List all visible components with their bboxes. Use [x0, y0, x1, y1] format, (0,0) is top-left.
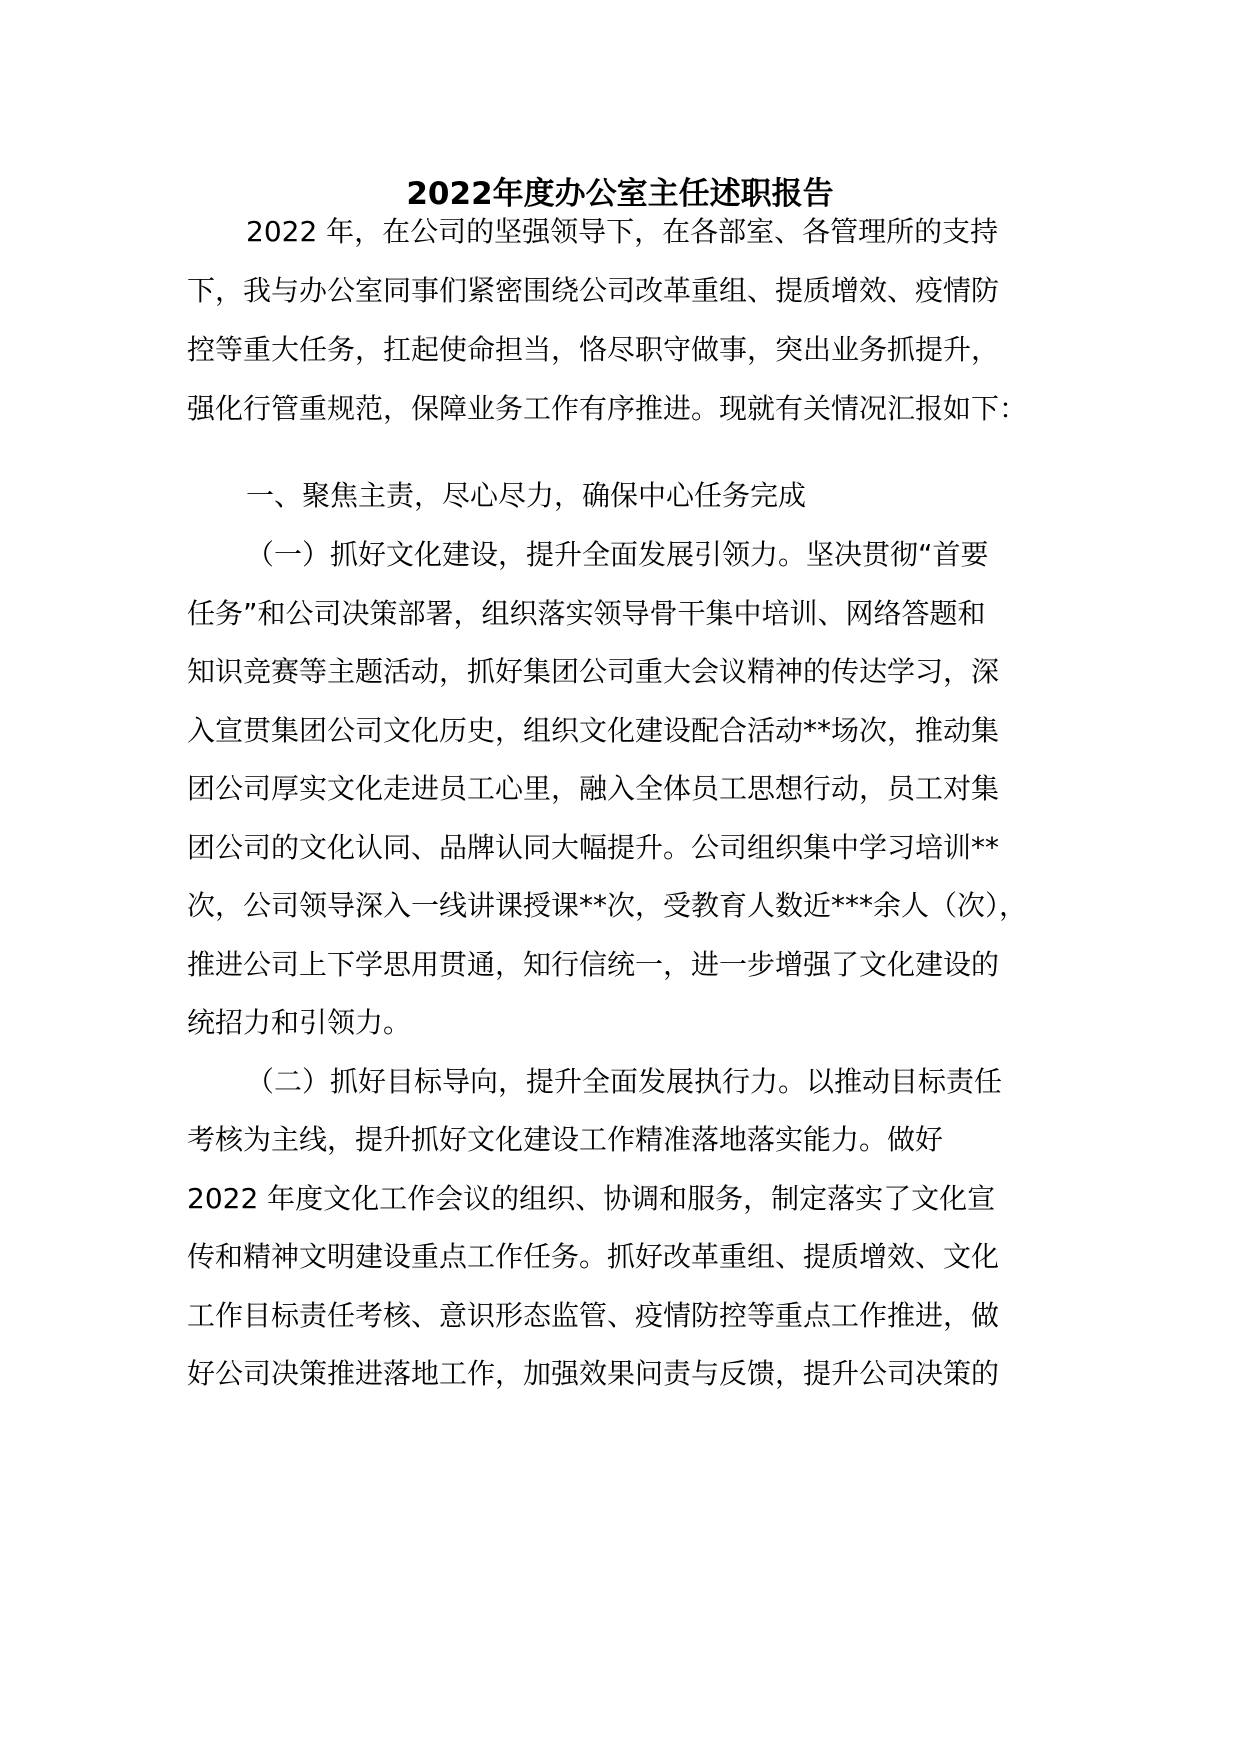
paragraph-line: 任务”和公司决策部署，组织落实领导骨干集中培训、网络答题和	[187, 597, 986, 630]
paragraph-line: 2022 年度文化工作会议的组织、协调和服务，制定落实了文化宣	[187, 1182, 996, 1215]
paragraph-line: 次，公司领导深入一线讲课授课**次，受教育人数近***余人（次），	[187, 889, 1028, 922]
paragraph-line: 控等重大任务，扛起使命担当，恪尽职守做事，突出业务抓提升，	[187, 333, 1000, 366]
paragraph-line: 知识竞赛等主题活动，抓好集团公司重大会议精神的传达学习，深	[187, 655, 1000, 688]
paragraph-line: 传和精神文明建设重点工作任务。抓好改革重组、提质增效、文化	[187, 1240, 1000, 1273]
paragraph-line: 下，我与办公室同事们紧密围绕公司改革重组、提质增效、疫情防	[187, 274, 1000, 307]
paragraph-line: 2022 年，在公司的坚强领导下，在各部室、各管理所的支持	[246, 215, 999, 248]
paragraph-line: 推进公司上下学思用贯通，知行信统一，进一步增强了文化建设的	[187, 948, 1000, 981]
section-heading: 一、聚焦主责，尽心尽力，确保中心任务完成	[246, 479, 807, 512]
paragraph-line: 入宣贯集团公司文化历史，组织文化建设配合活动**场次，推动集	[187, 714, 1000, 747]
paragraph-line: 好公司决策推进落地工作，加强效果问责与反馈，提升公司决策的	[187, 1357, 1000, 1390]
paragraph-line: （一）抓好文化建设，提升全面发展引领力。坚决贯彻“首要	[246, 538, 989, 571]
paragraph-line: 统招力和引领力。	[187, 1006, 412, 1039]
document-title: 2022年度办公室主任述职报告	[406, 176, 834, 212]
paragraph-line: 考核为主线，提升抓好文化建设工作精准落地落实能力。做好	[187, 1123, 944, 1156]
paragraph-line: （二）抓好目标导向，提升全面发展执行力。以推动目标责任	[246, 1065, 1003, 1098]
paragraph-line: 团公司的文化认同、品牌认同大幅提升。公司组织集中学习培训**	[187, 831, 1000, 864]
paragraph-line: 强化行管重规范，保障业务工作有序推进。现就有关情况汇报如下：	[187, 392, 1028, 425]
paragraph-line: 工作目标责任考核、意识形态监管、疫情防控等重点工作推进，做	[187, 1299, 1000, 1332]
paragraph-line: 团公司厚实文化走进员工心里，融入全体员工思想行动，员工对集	[187, 772, 1000, 805]
